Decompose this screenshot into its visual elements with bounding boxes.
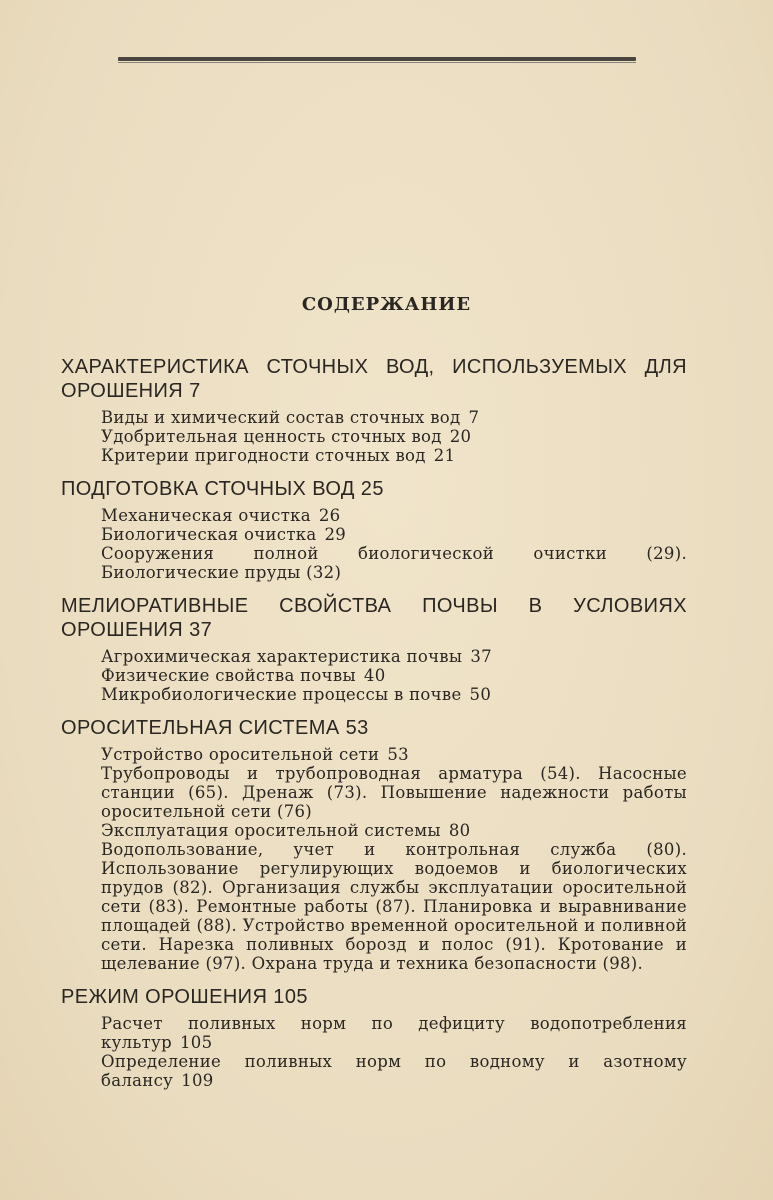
entry-page: 7 [468, 408, 480, 427]
chapter-page: 25 [360, 478, 384, 500]
toc-entry [101, 647, 687, 666]
toc-chapter [61, 716, 687, 973]
chapter-page: 37 [189, 619, 213, 641]
toc-entry [101, 1014, 687, 1052]
entry-page: 40 [363, 666, 386, 685]
toc-entry [101, 446, 687, 465]
chapter-heading [61, 716, 687, 740]
toc-entry [101, 666, 687, 685]
entry-page: 21 [433, 446, 456, 465]
toc-subentries: Водопользование, учет и контрольная служба (80). Использование регулирующих водоемов и биологических прудов (82). Организация службы эксплуатации оросительной сети (83). Ремонтные работы (87). Планировка и выравнивание площадей (88). Устройство временной оросительной и поливной сети. Нарезка поливных борозд и полос (91). Кротование и щелевание (97). Охрана труда и техника безопасности (98). [101, 840, 687, 973]
chapter-title: ПОДГОТОВКА СТОЧНЫХ ВОД [61, 478, 355, 500]
entry-text: Агрохимическая характеристика почвы [101, 647, 463, 666]
chapter-title: ХАРАКТЕРИСТИКА СТОЧНЫХ ВОД, ИСПОЛЬЗУЕМЫХ ДЛЯ ОРОШЕНИЯ [61, 356, 687, 402]
entry-text: Расчет поливных норм по дефициту водопотребления культур [101, 1014, 687, 1052]
chapter-heading [61, 594, 687, 642]
entry-page: 80 [448, 821, 471, 840]
entry-text: Виды и химический состав сточных вод [101, 408, 461, 427]
entry-page: 26 [318, 506, 341, 525]
toc-entry [101, 821, 687, 840]
entry-text: Устройство оросительной сети [101, 745, 380, 764]
entry-text: Микробиологические процессы в почве [101, 685, 462, 704]
entry-page: 105 [179, 1033, 213, 1052]
toc-entries [101, 745, 687, 973]
toc-entry [101, 745, 687, 764]
entry-page: 37 [470, 647, 492, 666]
toc-subentries: Сооружения полной биологической очистки (29). Биологические пруды (32) [101, 544, 687, 582]
entry-text: Физические свойства почвы [101, 666, 356, 685]
chapter-page: 7 [189, 380, 201, 402]
entry-text: Эксплуатация оросительной системы [101, 821, 441, 840]
entry-page: 29 [324, 525, 347, 544]
chapter-title: МЕЛИОРАТИВНЫЕ СВОЙСТВА ПОЧВЫ В УСЛОВИЯХ ОРОШЕНИЯ [61, 595, 687, 641]
table-of-contents [61, 355, 687, 1090]
chapter-heading [61, 355, 687, 403]
entry-text: Критерии пригодности сточных вод [101, 446, 426, 465]
entry-text: Механическая очистка [101, 506, 311, 525]
chapter-title: РЕЖИМ ОРОШЕНИЯ [61, 986, 268, 1008]
toc-entry [101, 506, 687, 525]
toc-entries [101, 647, 687, 704]
toc-chapter [61, 355, 687, 465]
chapter-page: 105 [273, 986, 308, 1008]
entry-page: 109 [181, 1071, 214, 1090]
entry-page: 50 [469, 685, 492, 704]
toc-entries [101, 408, 687, 465]
toc-chapter [61, 477, 687, 582]
entry-page: 20 [449, 427, 472, 446]
toc-chapter [61, 985, 687, 1090]
page-title: СОДЕРЖАНИЕ [301, 294, 472, 315]
toc-entry [101, 685, 687, 704]
header-rule [118, 57, 636, 61]
toc-entry [101, 525, 687, 544]
toc-entries [101, 1014, 687, 1090]
toc-entry [101, 408, 687, 427]
toc-chapter [61, 594, 687, 704]
chapter-title: ОРОСИТЕЛЬНАЯ СИСТЕМА [61, 717, 340, 739]
entry-text: Биологическая очистка [101, 525, 317, 544]
chapter-heading [61, 985, 687, 1009]
entry-text: Определение поливных норм по водному и азотному балансу [101, 1052, 687, 1090]
toc-entries [101, 506, 687, 582]
chapter-heading [61, 477, 687, 501]
entry-page: 53 [387, 745, 409, 764]
toc-entry [101, 427, 687, 446]
toc-subentries: Трубопроводы и трубопроводная арматура (54). Насосные станции (65). Дренаж (73). Повышение надежности работы оросительной сети (76) [101, 764, 687, 821]
toc-entry [101, 1052, 687, 1090]
chapter-page: 53 [345, 717, 369, 739]
entry-text: Удобрительная ценность сточных вод [101, 427, 442, 446]
